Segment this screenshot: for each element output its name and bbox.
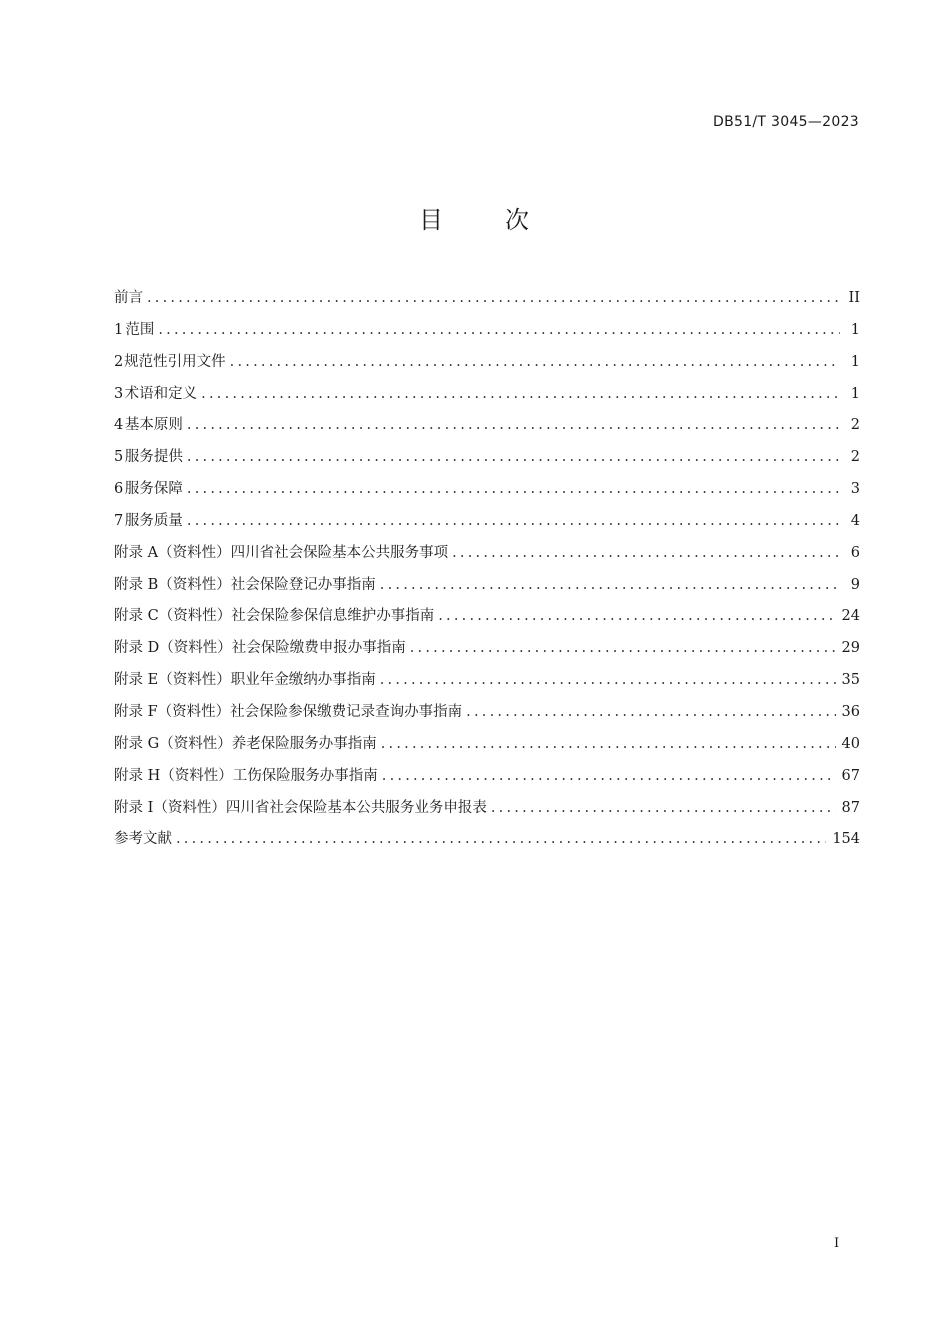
toc-entry-appendix-d[interactable] [114,636,860,668]
toc-entry-number: 3 [114,385,124,402]
toc-entry-title: 工伤保险服务办事指南 [232,767,378,784]
toc-entry-7[interactable] [114,509,860,541]
toc-leader-dots [491,800,836,816]
page-title-part-2: 次 [505,206,531,234]
toc-appendix-label: 附录 F（资料性） [114,703,231,720]
toc-leader-dots [187,417,840,433]
toc-entry-title: 前言 [114,290,143,306]
toc-entry-title: 养老保险服务办事指南 [231,735,377,752]
toc-leader-dots [410,640,836,656]
toc-leader-dots [230,354,840,370]
toc-entry-appendix-g[interactable] [114,732,860,764]
toc-entry-page: 40 [841,735,860,752]
toc-entry-title: 四川省社会保险基本公共服务事项 [230,544,449,561]
toc-entry-page: 29 [841,640,860,657]
toc-entry-title: 规范性引用文件 [124,353,226,370]
toc-entry-appendix-h[interactable] [114,764,860,796]
toc-appendix-label: 附录 C（资料性） [114,608,232,625]
toc-leader-dots [438,608,835,624]
toc-entry-page: 36 [841,703,860,720]
toc-appendix-label: 附录 E（资料性） [114,672,231,689]
toc-appendix-label: 附录 A（资料性） [114,544,231,561]
toc-leader-dots [382,768,836,784]
page-title-part-1: 目 [419,206,445,234]
toc-leader-dots [187,481,840,497]
toc-entry-page: 154 [832,831,860,848]
toc-leader-dots [381,736,836,752]
toc-leader-dots [147,290,840,306]
toc-entry-4[interactable] [114,413,860,445]
toc-appendix-label: 附录 D（资料性） [114,640,232,657]
toc-entry-number: 4 [114,417,124,434]
toc-entry-title: 社会保险参保缴费记录查询办事指南 [230,703,463,720]
toc-entry-3[interactable] [114,382,860,414]
table-of-contents [114,286,860,859]
toc-leader-dots [380,672,836,688]
toc-entry-page: 24 [841,608,860,625]
toc-leader-dots [201,386,840,402]
toc-leader-dots [452,545,840,561]
toc-entry-appendix-c[interactable] [114,604,860,636]
toc-entry-number: 1 [114,321,124,338]
toc-leader-dots [176,831,826,847]
toc-entry-title: 参考文献 [114,831,172,848]
toc-entry-appendix-b[interactable] [114,573,860,605]
toc-entry-references[interactable] [114,827,860,859]
toc-entry-title: 社会保险缴费申报办事指南 [231,640,406,657]
toc-appendix-label: 附录 I（资料性） [114,799,226,816]
toc-entry-page: 67 [841,767,860,784]
toc-entry-appendix-f[interactable] [114,700,860,732]
toc-entry-page: 2 [850,417,860,434]
toc-entry-page: 1 [850,321,860,338]
toc-entry-page: 35 [841,672,860,689]
page-title [0,200,950,235]
toc-entry-page: 2 [850,449,860,466]
toc-entry-title: 四川省社会保险基本公共服务业务申报表 [225,799,487,816]
toc-entry-title: 基本原则 [124,417,183,434]
toc-entry-6[interactable] [114,477,860,509]
document-code: DB51/T 3045—2023 [713,114,859,130]
toc-entry-title: 社会保险登记办事指南 [230,576,376,593]
toc-entry-appendix-i[interactable] [114,796,860,828]
toc-entry-page: 6 [850,544,860,561]
toc-entry-page: 4 [850,512,860,529]
toc-entry-number: 2 [114,353,124,370]
toc-entry-page: 3 [850,481,860,498]
toc-leader-dots [380,577,840,593]
toc-entry-title: 服务提供 [124,449,183,466]
toc-entry-5[interactable] [114,445,860,477]
toc-entry-1[interactable] [114,318,860,350]
toc-entry-2[interactable] [114,350,860,382]
toc-entry-appendix-e[interactable] [114,668,860,700]
toc-leader-dots [187,513,840,529]
toc-leader-dots [466,704,835,720]
toc-entry-title: 服务质量 [124,512,183,529]
page-number: I [834,1236,840,1251]
toc-entry-page: 1 [850,353,860,370]
toc-leader-dots [158,322,840,338]
toc-entry-number: 6 [114,481,124,498]
toc-entry-appendix-a[interactable] [114,541,860,573]
toc-leader-dots [187,449,840,465]
toc-appendix-label: 附录 B（资料性） [114,576,231,593]
toc-entry-title: 服务保障 [124,481,183,498]
toc-appendix-label: 附录 G（资料性） [114,735,232,752]
toc-entry-title: 范围 [125,321,155,338]
toc-entry-title: 职业年金缴纳办事指南 [230,672,376,689]
toc-entry-page: II [848,290,860,306]
toc-appendix-label: 附录 H（资料性） [114,767,233,784]
toc-entry-number: 5 [114,449,124,466]
toc-entry-page: 87 [841,799,860,816]
toc-entry-title: 术语和定义 [124,385,198,402]
toc-entry-page: 9 [850,576,860,593]
toc-entry-page: 1 [850,385,860,402]
toc-entry-number: 7 [114,512,124,529]
toc-entry-title: 社会保险参保信息维护办事指南 [231,608,435,625]
toc-entry-foreword[interactable] [114,286,860,318]
